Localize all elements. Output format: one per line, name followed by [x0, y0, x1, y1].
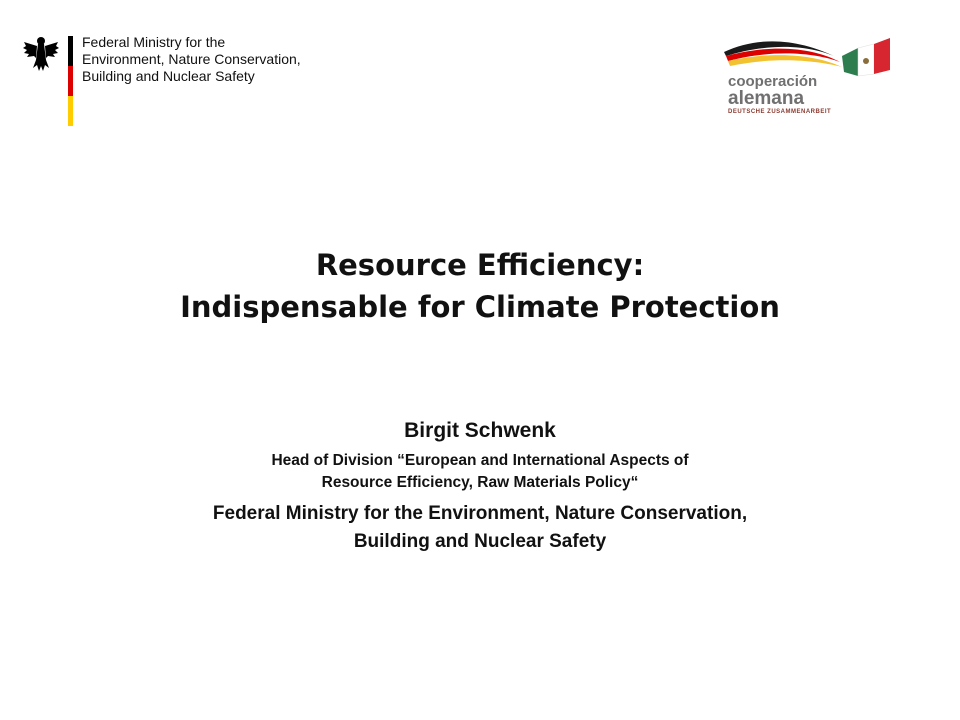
- cooperacion-alemana-text: [728, 74, 888, 117]
- organization-line1: Federal Ministry for the Environment, Nature Conservation,: [212, 503, 748, 524]
- slide-title-line1: Resource Efficiency:: [315, 248, 645, 282]
- presenter-role-line1: Head of Division “European and International Aspects of: [271, 452, 689, 469]
- slide-title-line2: Indispensable for Climate Protection: [180, 290, 780, 324]
- cooperacion-alemana-logo: [718, 34, 898, 124]
- presenter-block: [0, 416, 960, 556]
- partner-logo-line1: cooperación: [728, 73, 818, 90]
- presenter-role: [0, 450, 960, 494]
- ministry-logo-line: Environment, Nature Conservation,: [82, 51, 301, 67]
- slide-title: [0, 244, 960, 328]
- partner-logo-line3: DEUTSCHE ZUSAMMENARBEIT: [728, 109, 832, 115]
- ministry-logo-text: [82, 34, 332, 85]
- presenter-name: Birgit Schwenk: [404, 419, 556, 442]
- federal-eagle-icon: [22, 34, 60, 74]
- ministry-logo: [22, 30, 322, 130]
- presenter-role-line2: Resource Efficiency, Raw Materials Policy“: [321, 474, 639, 491]
- german-flag-bar: [68, 36, 73, 126]
- organization-line2: Building and Nuclear Safety: [353, 531, 607, 552]
- ministry-logo-line: Federal Ministry for the: [82, 34, 226, 50]
- partner-logo-line2: alemana: [728, 88, 805, 109]
- ministry-logo-line: Building and Nuclear Safety: [82, 68, 255, 84]
- presenter-organization: [0, 500, 960, 556]
